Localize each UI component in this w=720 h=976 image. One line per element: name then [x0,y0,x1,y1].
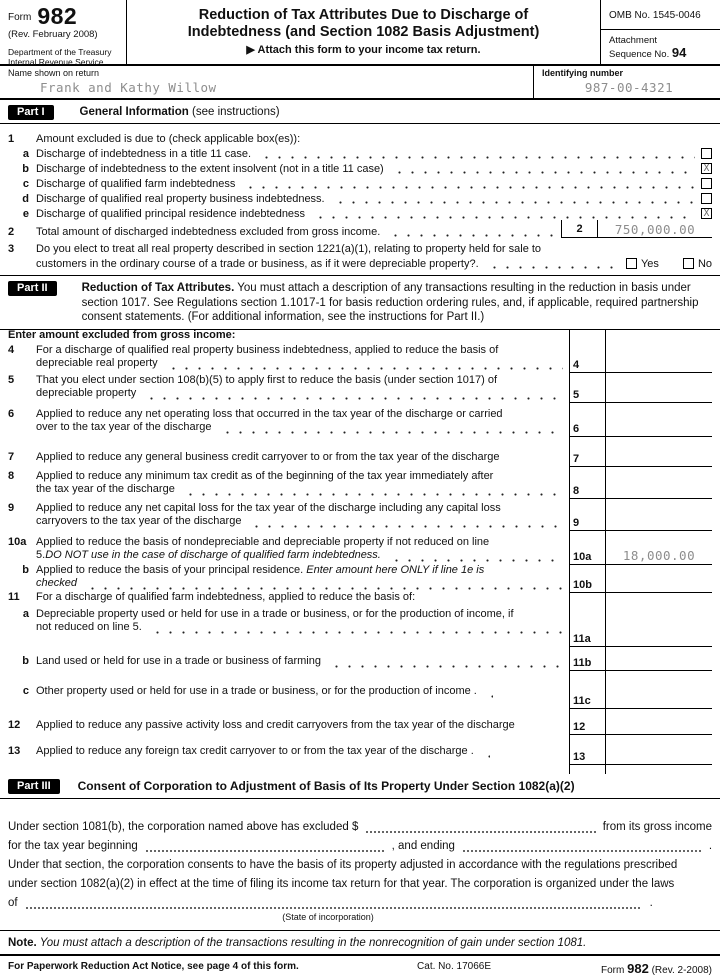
dot-leader [331,195,695,204]
line-11b-row: b Land used or held for use in a trade or business of farming 11b [0,647,720,671]
form-number: 982 [37,3,78,29]
part2-section-heading-row [0,330,720,345]
line-11c-row: c Other property used or held for use in a trade or business, or for the production of income . 11c [0,671,720,709]
line-3: 3 Do you elect to treat all real property described in section 1221(a)(1), relating to property held for sale to customers in the ordinary course of a trade or business, as if it were depreciable property?. Yes No [8,243,712,270]
part1-title: General Information [79,106,189,118]
note: Note. You must attach a description of the transactions resulting in the nonrecognition of gain under section 1081. [0,930,720,956]
identifying-number-label: Identifying number [542,68,623,78]
line-7-number: 7 [569,437,606,467]
yes-label: Yes [640,258,659,270]
tax-year-ending-blank[interactable] [462,842,702,852]
line-11-row: 11 For a discharge of qualified farm indebtedness, applied to reduce the basis of: [0,593,720,607]
checkbox-1b[interactable]: X [701,163,712,174]
line-10a-amount[interactable]: 18,000.00 [606,531,712,565]
form-word: Form [8,12,32,23]
part2-header [0,276,720,330]
table-tail [0,765,720,774]
checkbox-1d[interactable] [701,193,712,204]
part1-body [0,124,720,276]
checkbox-1e[interactable]: X [701,208,712,219]
line-9-amount[interactable] [606,499,712,531]
dot-leader [485,260,620,269]
line-2: 2 Total amount of discharged indebtedness excluded from gross income. 2 750,000.00 [0,220,720,238]
line-10b-amount[interactable] [606,565,712,593]
part2-description: Reduction of Tax Attributes. You must attach a description of any transactions resulting in the reduction in basis under section 1017. See Regulations section 1.1017-1 for basis reduction ordering rules, and, if applicable, required partnership consent statements. (For additional information, see the instructions for Part II.) [81,282,699,323]
dot-leader [148,625,563,634]
form-footer-id: Form 982 (Rev. 2-2008) [600,960,712,976]
dot-leader [480,749,490,758]
checkbox-1c[interactable] [701,178,712,189]
dot-leader [164,361,563,370]
part3-body: Under section 1081(b), the corporation named above has excluded $ from its gross income for the tax year beginning , and ending . Under that section, the corporation consents to have the basis of its property adjusted in accordance with the regulations prescribed under section 1082(a)(2) in effect at the time of filing its income tax return for that year. The corporation is organized under the laws of . (State of incorporation) [8,820,713,922]
page-footer [0,956,720,976]
line-2-box: 2 [561,220,598,238]
part2-chip: Part II [8,281,57,296]
line-12-amount[interactable] [606,709,712,735]
line-4-number: 4 [569,345,606,373]
line-1b: b Discharge of indebtedness to the extent insolvent (not in a title 11 case) X [0,160,720,175]
line-8-row: 8 Applied to reduce any minimum tax credit as of the beginning of the tax year immediately after the tax year of the discharge 8 [0,467,720,499]
line-5-row: 5 That you elect under section 108(b)(5) to apply first to reduce the basis (under section 1017) of depreciable property 5 [0,373,720,403]
attachment-sequence: Attachment Sequence No. 94 [609,35,687,60]
line-12-row: 12 Applied to reduce any passive activity loss and credit carryovers from the tax year of the discharge 12 [0,709,720,735]
form-revision: (Rev. February 2008) [8,29,98,40]
sequence-number: 94 [671,45,687,60]
line-7-row: 7 Applied to reduce any general business credit carryover to or from the tax year of the discharge 7 [0,437,720,467]
line-6-number: 6 [569,403,606,437]
section-heading: Enter amount excluded from gross income: [8,329,236,341]
line-9-row: 9 Applied to reduce any net capital loss for the tax year of the discharge including any capital loss carryovers to the tax year of the discharge 9 [0,499,720,531]
line-7-amount[interactable] [606,437,712,467]
dot-leader [181,487,563,496]
checkbox-3-yes[interactable] [626,258,637,269]
name-field[interactable]: Frank and Kathy Willow [40,80,217,95]
line-8-number: 8 [569,467,606,499]
dot-leader [142,391,563,400]
tax-year-beginning-blank[interactable] [145,842,385,852]
part3-chip: Part III [8,779,60,794]
catalog-number: Cat. No. 17066E [417,960,491,972]
line-5-number: 5 [569,373,606,403]
line-6-amount[interactable] [606,403,712,437]
dot-leader [327,659,563,668]
excluded-amount-blank[interactable] [365,823,595,833]
form-title: Reduction of Tax Attributes Due to Discharge of Indebtedness (and Section 1082 Basis Adjustment) [187,7,540,40]
line-2-amount[interactable]: 750,000.00 [614,222,696,237]
part3-header [0,774,720,799]
line-6-row: 6 Applied to reduce any net operating loss that occurred in the tax year of the discharge or carried over to the tax year of the discharge 6 [0,403,720,437]
part3-title: Consent of Corporation to Adjustment of Basis of Its Property Under Section 1082(a)(2) [77,778,575,793]
line-11a-number: 11a [569,607,606,647]
attach-instruction: ▶ Attach this form to your income tax return. [246,44,481,56]
dot-leader [386,228,555,237]
identifying-number-field[interactable]: 987-00-4321 [584,80,674,95]
omb-number: OMB No. 1545-0046 [601,0,720,30]
line-8-amount[interactable] [606,467,712,499]
line-12-number: 12 [569,709,606,735]
dot-leader [83,581,563,590]
line-1a: a Discharge of indebtedness in a title 11 case. [0,145,720,160]
line-13-amount[interactable] [606,735,712,765]
dot-leader [241,180,695,189]
line-10b-row: b Applied to reduce the basis of your principal residence. Enter amount here ONLY if line 1e is checked 10b [0,565,720,593]
line-10b-number: 10b [569,565,606,593]
line-1d: d Discharge of qualified real property business indebtedness. [0,190,720,205]
checkbox-3-no[interactable] [683,258,694,269]
no-label: No [697,258,712,270]
dot-leader [483,689,493,698]
form-id-block [0,0,127,67]
dot-leader [390,165,695,174]
dot-leader [257,150,695,159]
dot-leader [247,519,563,528]
line-11c-number: 11c [569,671,606,709]
part1-header [0,100,720,124]
dot-leader [218,425,564,434]
line-4-amount[interactable] [606,345,712,373]
line-11a-row: a Depreciable property used or held for use in a trade or business, or for the production of income, if not reduced on line 5. 11a [0,607,720,647]
line-11a-amount[interactable] [606,607,712,647]
line-11b-amount[interactable] [606,647,712,671]
line-10a-row: 10a Applied to reduce the basis of nondepreciable and depreciable property if not reduced on line 5. DO NOT use in the case of discharge of qualified farm indebtedness. 10a 18,000.00 [0,531,720,565]
agency-line-2: Internal Revenue Service [8,57,104,67]
part1-subtitle: (see instructions) [192,106,280,118]
line-1c: c Discharge of qualified farm indebtedness [0,175,720,190]
line-10a-number: 10a [569,531,606,565]
line-13-row: 13 Applied to reduce any foreign tax credit carryover to or from the tax year of the discharge . 13 [0,735,720,765]
part2-table [0,330,720,774]
dot-leader [387,553,563,562]
paperwork-notice: For Paperwork Reduction Act Notice, see page 4 of this form. [8,960,299,972]
taxpayer-row [0,66,720,100]
dot-leader [311,210,695,219]
line-1: 1 Amount excluded is due to (check applicable box(es)): [8,133,301,145]
part1-chip: Part I [8,105,54,120]
line-5-amount[interactable] [606,373,712,403]
checkbox-1a[interactable] [701,148,712,159]
line-9-number: 9 [569,499,606,531]
line-1e: e Discharge of qualified principal residence indebtedness X [0,205,720,220]
line-4-row: 4 For a discharge of qualified real property business indebtedness, applied to reduce the basis of depreciable real property 4 [0,345,720,373]
state-of-incorporation-blank[interactable] [25,899,640,909]
line-11b-number: 11b [569,647,606,671]
state-of-incorporation-caption: (State of incorporation) [282,911,374,922]
form-header [0,0,720,66]
line-11c-amount[interactable] [606,671,712,709]
agency-line-1: Department of the Treasury [8,47,112,57]
line-13-number: 13 [569,735,606,765]
name-label: Name shown on return [8,68,100,78]
